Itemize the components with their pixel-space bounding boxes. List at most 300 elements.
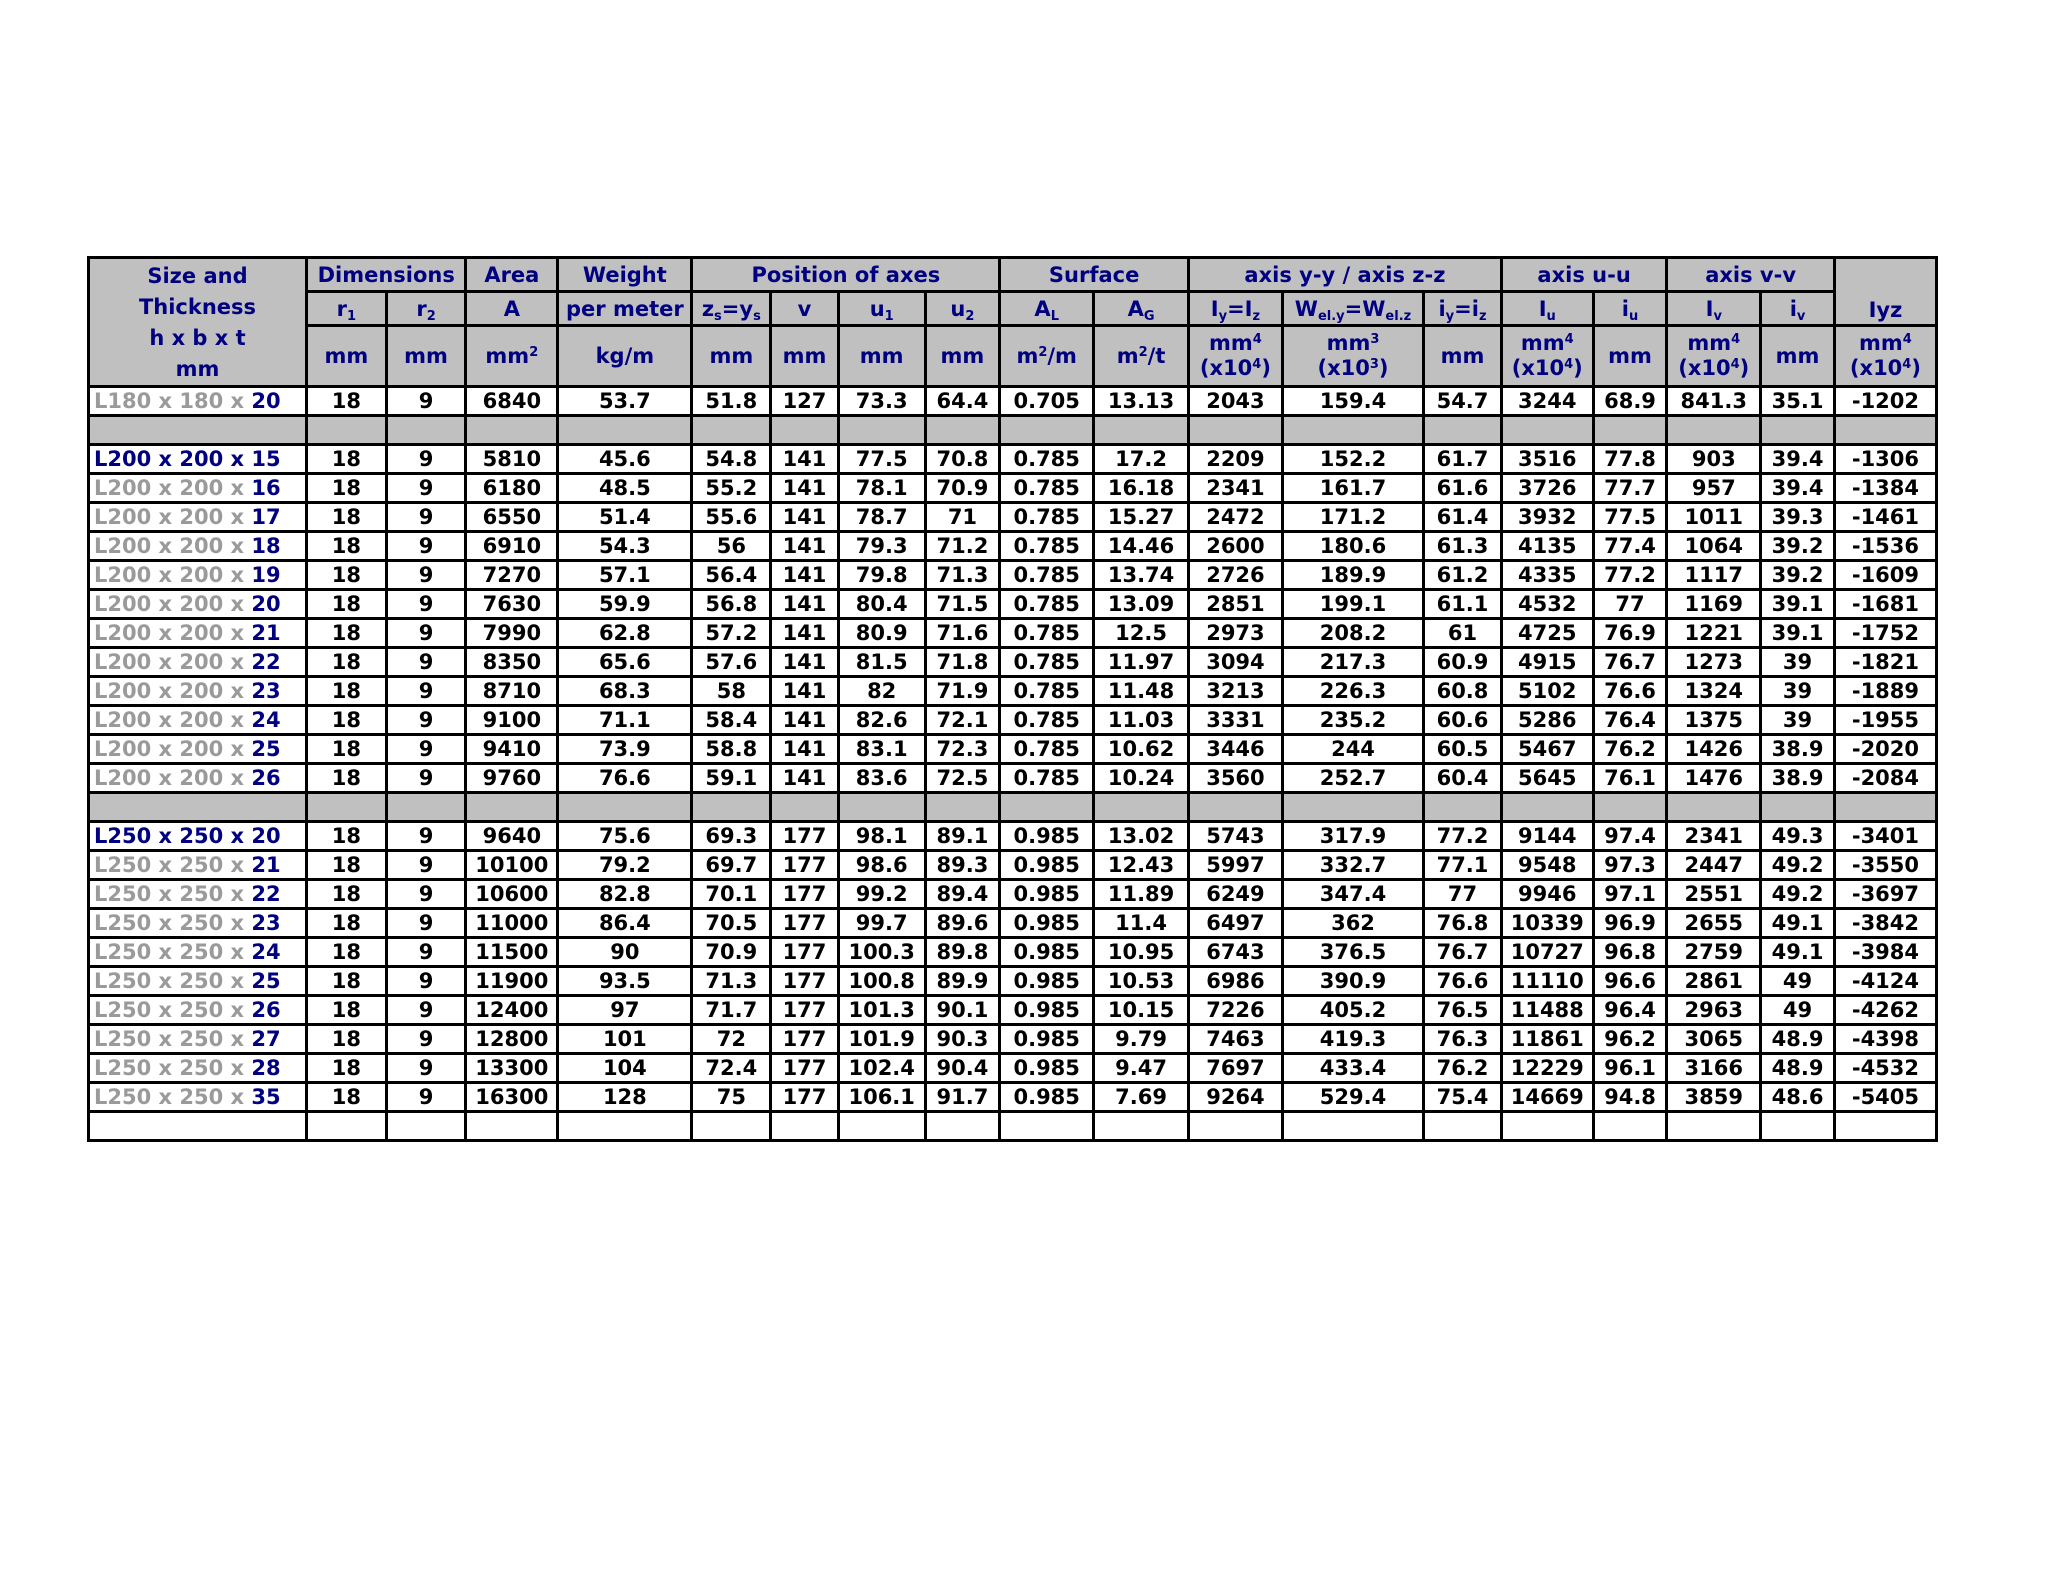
symbol-row xyxy=(89,292,1937,326)
table-row xyxy=(89,387,1937,416)
value-cell: 77.8 xyxy=(1593,445,1667,474)
value-cell: 9 xyxy=(386,474,466,503)
unit-base: (x10 xyxy=(1511,356,1565,381)
empty-cell xyxy=(1593,1112,1667,1141)
value-cell: 18 xyxy=(306,880,386,909)
section-thickness: 26 xyxy=(251,766,281,790)
empty-cell xyxy=(1667,793,1761,822)
value-cell: 60.4 xyxy=(1424,764,1502,793)
value-cell: 14.46 xyxy=(1094,532,1189,561)
iyz-header: Iyz xyxy=(1834,258,1936,326)
value-cell: 11.48 xyxy=(1094,677,1189,706)
symbol-Wel xyxy=(1282,292,1423,326)
value-cell: 61.6 xyxy=(1424,474,1502,503)
empty-cell xyxy=(466,1112,558,1141)
value-cell: 83.6 xyxy=(838,764,925,793)
symbol-base: i xyxy=(1621,296,1629,321)
value-cell: 80.4 xyxy=(838,590,925,619)
value-cell: 38.9 xyxy=(1761,764,1835,793)
value-cell: 71.2 xyxy=(925,532,1000,561)
value-cell: 82.8 xyxy=(558,880,692,909)
section-base: L250 x 250 x xyxy=(94,1027,252,1051)
value-cell: 141 xyxy=(771,532,839,561)
value-cell: 18 xyxy=(306,1054,386,1083)
value-cell: 79.3 xyxy=(838,532,925,561)
symbol-subscript: s xyxy=(714,308,722,324)
value-cell: 72 xyxy=(692,1025,771,1054)
value-cell: 3213 xyxy=(1189,677,1283,706)
value-cell: 73.3 xyxy=(838,387,925,416)
value-cell: 71.6 xyxy=(925,619,1000,648)
table-row xyxy=(89,764,1937,793)
value-cell: 11.03 xyxy=(1094,706,1189,735)
unit-mm4 xyxy=(1190,331,1281,356)
empty-cell xyxy=(1189,416,1283,445)
value-cell: 3726 xyxy=(1501,474,1593,503)
unit-base: m xyxy=(1016,343,1039,368)
value-cell: 89.9 xyxy=(925,967,1000,996)
value-cell: 18 xyxy=(306,1025,386,1054)
value-cell: 141 xyxy=(771,677,839,706)
section-base: L250 x 250 x xyxy=(94,882,252,906)
section-thickness: 18 xyxy=(251,534,281,558)
value-cell: 347.4 xyxy=(1282,880,1423,909)
unit-x104 xyxy=(1503,356,1592,381)
value-cell: 4725 xyxy=(1501,619,1593,648)
value-cell: -4124 xyxy=(1834,967,1936,996)
value-cell: 18 xyxy=(306,677,386,706)
unit-base: mm xyxy=(1859,331,1903,356)
value-cell: 64.4 xyxy=(925,387,1000,416)
section-base: L250 x 250 x xyxy=(94,998,252,1022)
value-cell: 1221 xyxy=(1667,619,1761,648)
value-cell: 3560 xyxy=(1189,764,1283,793)
value-cell: 199.1 xyxy=(1282,590,1423,619)
section-thickness: 19 xyxy=(251,563,281,587)
value-cell: 69.3 xyxy=(692,822,771,851)
value-cell: 89.3 xyxy=(925,851,1000,880)
section-base: L200 x 200 x xyxy=(94,447,252,471)
symbol-AG xyxy=(1094,292,1189,326)
value-cell: 177 xyxy=(771,1083,839,1112)
value-cell: 5997 xyxy=(1189,851,1283,880)
section-properties-table xyxy=(87,256,1938,1142)
value-cell: 97.3 xyxy=(1593,851,1667,880)
section-base: L250 x 250 x xyxy=(94,1056,252,1080)
section-thickness: 27 xyxy=(251,1027,281,1051)
unit-rest: ) xyxy=(1573,356,1583,381)
value-cell: 102.4 xyxy=(838,1054,925,1083)
value-cell: 226.3 xyxy=(1282,677,1423,706)
value-cell: -1202 xyxy=(1834,387,1936,416)
value-cell: 5286 xyxy=(1501,706,1593,735)
value-cell: 5467 xyxy=(1501,735,1593,764)
value-cell: 68.3 xyxy=(558,677,692,706)
symbol-Iu xyxy=(1501,292,1593,326)
empty-cell xyxy=(692,1112,771,1141)
value-cell: 76.1 xyxy=(1593,764,1667,793)
section-name-cell xyxy=(89,706,307,735)
value-cell: 57.2 xyxy=(692,619,771,648)
unit-base: mm xyxy=(1520,331,1565,356)
section-thickness: 16 xyxy=(251,476,281,500)
table-row xyxy=(89,619,1937,648)
empty-cell xyxy=(386,1112,466,1141)
unit-kgm: kg/m xyxy=(595,343,655,368)
value-cell: 903 xyxy=(1667,445,1761,474)
value-cell: 18 xyxy=(306,648,386,677)
empty-cell xyxy=(1000,1112,1094,1141)
symbol-base: I xyxy=(1705,296,1714,321)
table-header xyxy=(89,258,1937,387)
value-cell: 6743 xyxy=(1189,938,1283,967)
value-cell: 10.62 xyxy=(1094,735,1189,764)
value-cell: -1752 xyxy=(1834,619,1936,648)
section-name-cell xyxy=(89,590,307,619)
value-cell: 18 xyxy=(306,503,386,532)
value-cell: 77 xyxy=(1424,880,1502,909)
empty-cell xyxy=(89,1112,307,1141)
unit-rest: /t xyxy=(1147,343,1166,368)
unit-superscript: 2 xyxy=(529,344,539,360)
value-cell: 0.785 xyxy=(1000,503,1094,532)
value-cell: 57.1 xyxy=(558,561,692,590)
size-label-line1: Size and xyxy=(147,264,248,288)
unit-cell xyxy=(1189,326,1283,387)
table-row xyxy=(89,561,1937,590)
unit-cell xyxy=(558,326,692,387)
symbol-subscript-2: el.z xyxy=(1385,308,1412,324)
unit-mm3 xyxy=(1284,331,1422,356)
value-cell: 96.4 xyxy=(1593,996,1667,1025)
value-cell: -1461 xyxy=(1834,503,1936,532)
value-cell: -1609 xyxy=(1834,561,1936,590)
section-name-cell xyxy=(89,1083,307,1112)
value-cell: 141 xyxy=(771,648,839,677)
value-cell: 39 xyxy=(1761,648,1835,677)
value-cell: 51.8 xyxy=(692,387,771,416)
value-cell: 0.985 xyxy=(1000,1054,1094,1083)
value-cell: 93.5 xyxy=(558,967,692,996)
value-cell: 180.6 xyxy=(1282,532,1423,561)
unit-superscript: 4 xyxy=(1252,332,1262,348)
unit-cell xyxy=(771,326,839,387)
table-row xyxy=(89,445,1937,474)
value-cell: 0.785 xyxy=(1000,648,1094,677)
value-cell: 1273 xyxy=(1667,648,1761,677)
table-row xyxy=(89,822,1937,851)
unit-cell xyxy=(838,326,925,387)
table-row xyxy=(89,938,1937,967)
value-cell: 841.3 xyxy=(1667,387,1761,416)
value-cell: 0.985 xyxy=(1000,909,1094,938)
value-cell: 72.5 xyxy=(925,764,1000,793)
value-cell: 77.5 xyxy=(838,445,925,474)
empty-cell xyxy=(1501,416,1593,445)
value-cell: 11.4 xyxy=(1094,909,1189,938)
value-cell: 2341 xyxy=(1189,474,1283,503)
section-thickness: 21 xyxy=(251,853,281,877)
size-label-line3: h x b x t xyxy=(149,326,246,350)
empty-cell xyxy=(1094,793,1189,822)
value-cell: 58 xyxy=(692,677,771,706)
value-cell: 1011 xyxy=(1667,503,1761,532)
value-cell: 61.2 xyxy=(1424,561,1502,590)
value-cell: 54.8 xyxy=(692,445,771,474)
value-cell: 11.97 xyxy=(1094,648,1189,677)
value-cell: 65.6 xyxy=(558,648,692,677)
value-cell: 6497 xyxy=(1189,909,1283,938)
value-cell: 56.4 xyxy=(692,561,771,590)
value-cell: -3842 xyxy=(1834,909,1936,938)
empty-cell xyxy=(89,793,307,822)
unit-superscript: 3 xyxy=(1369,357,1379,373)
value-cell: 82.6 xyxy=(838,706,925,735)
value-cell: 9 xyxy=(386,1025,466,1054)
value-cell: 68.9 xyxy=(1593,387,1667,416)
unit-superscript: 4 xyxy=(1564,332,1574,348)
value-cell: 78.7 xyxy=(838,503,925,532)
section-thickness: 20 xyxy=(251,824,281,848)
value-cell: 4335 xyxy=(1501,561,1593,590)
value-cell: 9100 xyxy=(466,706,558,735)
value-cell: 9 xyxy=(386,445,466,474)
value-cell: 5810 xyxy=(466,445,558,474)
symbol-subscript: u xyxy=(1546,308,1556,324)
value-cell: 141 xyxy=(771,619,839,648)
value-cell: 0.705 xyxy=(1000,387,1094,416)
section-thickness: 20 xyxy=(251,389,281,413)
value-cell: 70.8 xyxy=(925,445,1000,474)
unit-superscript: 4 xyxy=(1730,357,1740,373)
value-cell: 16300 xyxy=(466,1083,558,1112)
value-cell: 1426 xyxy=(1667,735,1761,764)
value-cell: 76.2 xyxy=(1424,1054,1502,1083)
value-cell: 433.4 xyxy=(1282,1054,1423,1083)
section-thickness: 15 xyxy=(251,447,281,471)
value-cell: 4532 xyxy=(1501,590,1593,619)
section-name-cell xyxy=(89,387,307,416)
empty-cell xyxy=(838,1112,925,1141)
unit-m2m xyxy=(1001,344,1092,369)
symbol-v xyxy=(771,292,839,326)
value-cell: 71 xyxy=(925,503,1000,532)
value-cell: 11500 xyxy=(466,938,558,967)
value-cell: 60.8 xyxy=(1424,677,1502,706)
value-cell: 390.9 xyxy=(1282,967,1423,996)
value-cell: 0.985 xyxy=(1000,880,1094,909)
unit-mm: mm xyxy=(940,343,985,368)
section-base: L250 x 250 x xyxy=(94,824,252,848)
empty-cell xyxy=(1667,416,1761,445)
size-thickness-header xyxy=(89,258,307,387)
value-cell: 59.1 xyxy=(692,764,771,793)
symbol-base: A xyxy=(1034,296,1051,321)
empty-cell xyxy=(771,416,839,445)
value-cell: 76.9 xyxy=(1593,619,1667,648)
unit-cell xyxy=(925,326,1000,387)
empty-cell xyxy=(1282,793,1423,822)
symbol-base: A xyxy=(1127,296,1144,321)
empty-cell xyxy=(1000,793,1094,822)
value-cell: 6986 xyxy=(1189,967,1283,996)
section-thickness: 25 xyxy=(251,969,281,993)
value-cell: 0.985 xyxy=(1000,822,1094,851)
value-cell: 97.4 xyxy=(1593,822,1667,851)
section-name-cell xyxy=(89,880,307,909)
unit-cell xyxy=(386,326,466,387)
value-cell: 177 xyxy=(771,851,839,880)
value-cell: 208.2 xyxy=(1282,619,1423,648)
value-cell: 38.9 xyxy=(1761,735,1835,764)
section-base: L200 x 200 x xyxy=(94,621,252,645)
blank-row xyxy=(89,1112,1937,1141)
value-cell: -1821 xyxy=(1834,648,1936,677)
unit-mm: mm xyxy=(1775,343,1820,368)
symbol-subscript: u xyxy=(1628,308,1639,324)
value-cell: 12.5 xyxy=(1094,619,1189,648)
section-base: L200 x 200 x xyxy=(94,766,252,790)
empty-cell xyxy=(1094,1112,1189,1141)
unit-cell xyxy=(306,326,386,387)
value-cell: 70.1 xyxy=(692,880,771,909)
value-cell: 18 xyxy=(306,1083,386,1112)
value-cell: -4262 xyxy=(1834,996,1936,1025)
value-cell: 82 xyxy=(838,677,925,706)
empty-cell xyxy=(89,416,307,445)
section-name-cell xyxy=(89,909,307,938)
value-cell: 58.4 xyxy=(692,706,771,735)
value-cell: -4532 xyxy=(1834,1054,1936,1083)
value-cell: 2655 xyxy=(1667,909,1761,938)
unit-superscript: 4 xyxy=(1731,332,1741,348)
value-cell: 18 xyxy=(306,561,386,590)
value-cell: 128 xyxy=(558,1083,692,1112)
empty-cell xyxy=(838,793,925,822)
value-cell: 376.5 xyxy=(1282,938,1423,967)
unit-rest: /m xyxy=(1047,343,1077,368)
empty-cell xyxy=(1189,1112,1283,1141)
value-cell: 77.7 xyxy=(1593,474,1667,503)
dimensions-header: Dimensions xyxy=(306,258,465,292)
symbol-A xyxy=(466,292,558,326)
empty-cell xyxy=(692,416,771,445)
value-cell: 71.1 xyxy=(558,706,692,735)
weight-per-meter-label: per meter xyxy=(566,296,684,321)
value-cell: 71.5 xyxy=(925,590,1000,619)
empty-cell xyxy=(386,416,466,445)
value-cell: -2084 xyxy=(1834,764,1936,793)
value-cell: 9 xyxy=(386,619,466,648)
symbol-u1 xyxy=(838,292,925,326)
value-cell: 35.1 xyxy=(1761,387,1835,416)
unit-rest: ) xyxy=(1261,356,1271,381)
value-cell: 76.5 xyxy=(1424,996,1502,1025)
symbol-base: r xyxy=(336,296,347,321)
value-cell: 9 xyxy=(386,387,466,416)
value-cell: 2447 xyxy=(1667,851,1761,880)
empty-cell xyxy=(466,793,558,822)
table-row xyxy=(89,648,1937,677)
value-cell: 7990 xyxy=(466,619,558,648)
value-cell: 13.13 xyxy=(1094,387,1189,416)
section-name-cell xyxy=(89,1054,307,1083)
size-label-line2: Thickness xyxy=(138,295,257,319)
value-cell: 9 xyxy=(386,764,466,793)
value-cell: 9.47 xyxy=(1094,1054,1189,1083)
value-cell: 10600 xyxy=(466,880,558,909)
value-cell: 3065 xyxy=(1667,1025,1761,1054)
surface-header: Surface xyxy=(1000,258,1189,292)
value-cell: 76.3 xyxy=(1424,1025,1502,1054)
unit-base: mm xyxy=(1687,331,1732,356)
value-cell: -1955 xyxy=(1834,706,1936,735)
value-cell: 79.2 xyxy=(558,851,692,880)
value-cell: 71.3 xyxy=(925,561,1000,590)
empty-cell xyxy=(306,793,386,822)
value-cell: 76.4 xyxy=(1593,706,1667,735)
value-cell: 9 xyxy=(386,938,466,967)
unit-x104 xyxy=(1836,356,1935,381)
value-cell: 96.9 xyxy=(1593,909,1667,938)
value-cell: 61.3 xyxy=(1424,532,1502,561)
symbol-subscript: 2 xyxy=(426,308,436,324)
section-base: L200 x 200 x xyxy=(94,505,252,529)
section-name-cell xyxy=(89,561,307,590)
symbol-base: v xyxy=(797,296,812,321)
symbol-base: u xyxy=(869,296,885,321)
symbol-subscript: v xyxy=(1713,308,1722,324)
empty-cell xyxy=(1501,793,1593,822)
empty-cell xyxy=(1761,793,1835,822)
value-cell: 2600 xyxy=(1189,532,1283,561)
value-cell: 10727 xyxy=(1501,938,1593,967)
section-name-cell xyxy=(89,503,307,532)
table-row xyxy=(89,503,1937,532)
value-cell: 11488 xyxy=(1501,996,1593,1025)
value-cell: -1384 xyxy=(1834,474,1936,503)
value-cell: 18 xyxy=(306,532,386,561)
unit-cell xyxy=(1667,326,1761,387)
unit-mm4 xyxy=(1836,331,1935,356)
value-cell: 80.9 xyxy=(838,619,925,648)
value-cell: 12400 xyxy=(466,996,558,1025)
value-cell: 141 xyxy=(771,503,839,532)
section-base: L200 x 200 x xyxy=(94,679,252,703)
unit-superscript: 4 xyxy=(1252,357,1262,373)
value-cell: 76.6 xyxy=(1593,677,1667,706)
value-cell: 9 xyxy=(386,590,466,619)
section-name-cell xyxy=(89,445,307,474)
value-cell: 1117 xyxy=(1667,561,1761,590)
section-base: L200 x 200 x xyxy=(94,737,252,761)
weight-header: Weight xyxy=(558,258,692,292)
value-cell: 83.1 xyxy=(838,735,925,764)
symbol-iu xyxy=(1593,292,1667,326)
value-cell: 18 xyxy=(306,822,386,851)
value-cell: 177 xyxy=(771,1025,839,1054)
symbol-rest: =i xyxy=(1454,296,1479,321)
value-cell: 49 xyxy=(1761,996,1835,1025)
value-cell: 12229 xyxy=(1501,1054,1593,1083)
value-cell: 96.2 xyxy=(1593,1025,1667,1054)
unit-cell xyxy=(692,326,771,387)
symbol-subscript: L xyxy=(1050,308,1059,324)
value-cell: 76.7 xyxy=(1424,938,1502,967)
section-base: L250 x 250 x xyxy=(94,1085,252,1109)
empty-cell xyxy=(1834,793,1936,822)
table-row xyxy=(89,532,1937,561)
